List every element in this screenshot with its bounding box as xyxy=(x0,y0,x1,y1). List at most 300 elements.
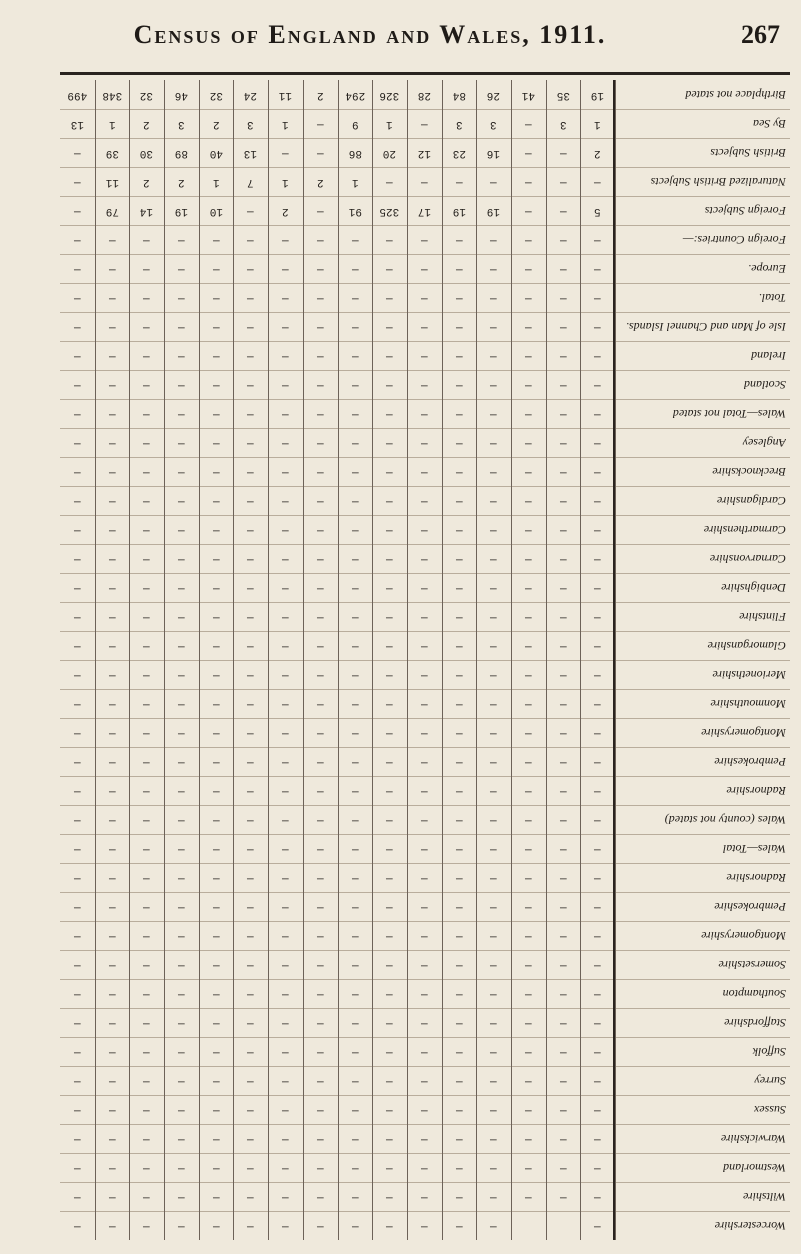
table-cell: — xyxy=(212,785,220,797)
table-cell: — xyxy=(420,495,428,507)
table-cell: 32 xyxy=(209,89,223,101)
table-cell: — xyxy=(74,669,81,681)
table-cell: — xyxy=(490,1191,497,1203)
table-cell: — xyxy=(490,1162,497,1174)
table-cell: — xyxy=(74,930,81,942)
table-cell: — xyxy=(559,205,567,217)
table-cell: — xyxy=(316,292,324,304)
table-cell: 2 xyxy=(212,118,220,130)
table-cell: — xyxy=(455,1162,463,1174)
table-cell: — xyxy=(247,669,255,681)
table-cell: — xyxy=(351,698,359,710)
table-cell: — xyxy=(386,437,393,449)
table-cell: — xyxy=(420,1046,428,1058)
table-cell: — xyxy=(108,350,116,362)
table-cell: — xyxy=(351,727,359,739)
table-cell: — xyxy=(143,872,151,884)
table-cell: — xyxy=(178,292,185,304)
table-cell: — xyxy=(559,437,567,449)
table-cell: — xyxy=(594,640,601,652)
table-cell: — xyxy=(247,466,255,478)
table-cell: — xyxy=(212,1220,220,1232)
table-cell: — xyxy=(74,756,81,768)
table-cell: — xyxy=(386,1133,393,1145)
table-cell: — xyxy=(282,872,289,884)
table-cell: 2 xyxy=(143,176,151,188)
table-cell: 91 xyxy=(348,205,362,217)
table-cell: — xyxy=(143,1075,151,1087)
table-cell: — xyxy=(178,495,185,507)
table-cell: — xyxy=(282,147,289,159)
table-cell: — xyxy=(282,234,289,246)
row-label: Naturalized British Subjects xyxy=(650,175,786,189)
table-cell: — xyxy=(351,988,359,1000)
table-cell: — xyxy=(455,176,463,188)
table-cell: — xyxy=(386,872,393,884)
table-cell: — xyxy=(212,292,220,304)
table-cell: — xyxy=(178,1133,185,1145)
table-cell: — xyxy=(351,669,359,681)
table-cell: — xyxy=(247,785,255,797)
table-cell: — xyxy=(594,437,601,449)
table-cell: — xyxy=(282,582,289,594)
table-cell: — xyxy=(420,1017,428,1029)
table-cell: — xyxy=(143,321,151,333)
row-label: Sussex xyxy=(754,1103,786,1117)
table-cell: — xyxy=(316,872,324,884)
table-cell: — xyxy=(212,1046,220,1058)
table-cell: — xyxy=(108,495,116,507)
table-cell: 24 xyxy=(244,89,258,101)
table-cell: — xyxy=(108,988,116,1000)
table-cell: 2 xyxy=(282,205,289,217)
page-title: Census of England and Wales, 1911. xyxy=(133,20,607,49)
table-cell: — xyxy=(490,437,497,449)
table-cell: — xyxy=(524,756,532,768)
row-label: Scotland xyxy=(744,378,786,392)
table-cell: 1 xyxy=(282,176,289,188)
table-cell: — xyxy=(316,814,324,826)
table-cell: — xyxy=(559,321,567,333)
header-rule xyxy=(60,72,790,75)
table-cell: — xyxy=(386,582,393,594)
table-cell: — xyxy=(74,1133,81,1145)
table-cell: 3 xyxy=(490,118,497,130)
table-cell: — xyxy=(74,1046,81,1058)
census-table xyxy=(60,80,790,1240)
table-cell: — xyxy=(455,930,463,942)
table-cell: — xyxy=(559,263,567,275)
table-cell: — xyxy=(212,872,220,884)
table-cell: — xyxy=(282,959,289,971)
table-cell: — xyxy=(524,872,532,884)
table-cell: — xyxy=(490,1133,497,1145)
table-cell: — xyxy=(178,1046,185,1058)
table-cell: — xyxy=(282,524,289,536)
table-cell: 2 xyxy=(594,147,601,159)
table-cell: — xyxy=(386,379,393,391)
table-cell: — xyxy=(74,176,81,188)
table-cell: — xyxy=(351,814,359,826)
table-cell: — xyxy=(420,843,428,855)
table-cell: — xyxy=(247,727,255,739)
table-cell: — xyxy=(490,234,497,246)
table-cell: 46 xyxy=(174,89,189,101)
table-cell: — xyxy=(316,756,324,768)
table-cell: — xyxy=(178,640,185,652)
table-cell: 3 xyxy=(178,118,185,130)
table-cell: 3 xyxy=(247,118,255,130)
table-cell: — xyxy=(490,669,497,681)
table-cell: — xyxy=(247,1133,255,1145)
data-column xyxy=(164,80,200,1240)
table-cell: — xyxy=(594,901,601,913)
table-cell: — xyxy=(178,263,185,275)
table-cell: — xyxy=(594,582,601,594)
table-cell: — xyxy=(420,669,428,681)
table-cell: — xyxy=(420,640,428,652)
table-cell: — xyxy=(455,437,463,449)
table-cell: — xyxy=(212,1133,220,1145)
table-cell: — xyxy=(178,785,185,797)
table-cell: 10 xyxy=(209,205,223,217)
table-cell: — xyxy=(455,466,463,478)
table-cell: — xyxy=(524,263,532,275)
table-cell: — xyxy=(247,872,255,884)
table-cell: — xyxy=(316,930,324,942)
table-cell: — xyxy=(351,1162,359,1174)
table-cell: — xyxy=(351,263,359,275)
table-cell: — xyxy=(524,1191,532,1203)
table-cell: — xyxy=(455,1046,463,1058)
table-cell: — xyxy=(351,756,359,768)
table-cell: 16 xyxy=(487,147,501,159)
table-cell: — xyxy=(594,727,601,739)
table-cell: 1 xyxy=(282,118,289,130)
table-cell: — xyxy=(178,727,185,739)
table-cell: — xyxy=(455,872,463,884)
table-cell: — xyxy=(524,408,532,420)
table-cell: — xyxy=(420,1191,428,1203)
table-cell: — xyxy=(143,1046,151,1058)
table-cell: — xyxy=(143,234,151,246)
table-cell: — xyxy=(316,466,324,478)
table-cell: — xyxy=(316,495,324,507)
table-cell: — xyxy=(386,640,393,652)
row-label: Glamorganshire xyxy=(707,639,786,653)
table-cell: — xyxy=(108,901,116,913)
table-cell: — xyxy=(247,901,255,913)
table-cell: — xyxy=(386,495,393,507)
table-cell: — xyxy=(559,350,567,362)
table-cell: — xyxy=(386,350,393,362)
table-cell: — xyxy=(594,408,601,420)
table-cell: — xyxy=(212,959,220,971)
table-cell: — xyxy=(559,292,567,304)
table-cell: — xyxy=(594,1133,601,1145)
table-cell: — xyxy=(594,1220,601,1232)
table-cell: — xyxy=(559,553,567,565)
table-cell: — xyxy=(455,611,463,623)
table-cell: — xyxy=(212,524,220,536)
table-cell: — xyxy=(247,582,255,594)
table-cell: — xyxy=(143,669,151,681)
table-cell: — xyxy=(420,263,428,275)
table-cell: — xyxy=(420,524,428,536)
data-column xyxy=(407,80,443,1240)
data-column xyxy=(233,80,269,1240)
table-cell: — xyxy=(351,930,359,942)
table-cell: — xyxy=(386,698,393,710)
table-cell: — xyxy=(420,321,428,333)
table-cell: — xyxy=(351,292,359,304)
table-cell: — xyxy=(386,1162,393,1174)
table-cell: — xyxy=(212,1104,220,1116)
table-cell: — xyxy=(178,437,185,449)
table-cell: — xyxy=(420,466,428,478)
table-cell: — xyxy=(594,756,601,768)
table-cell: — xyxy=(212,263,220,275)
table-cell: — xyxy=(108,843,116,855)
table-cell: — xyxy=(74,1220,81,1232)
table-cell: 40 xyxy=(209,147,223,159)
table-cell: — xyxy=(108,785,116,797)
table-cell: — xyxy=(316,205,324,217)
table-cell: — xyxy=(143,785,151,797)
table-cell: — xyxy=(351,1017,359,1029)
table-cell: — xyxy=(282,466,289,478)
table-cell: — xyxy=(178,1104,185,1116)
table-cell: — xyxy=(316,1162,324,1174)
table-cell: — xyxy=(524,669,532,681)
table-cell: — xyxy=(247,756,255,768)
table-cell: — xyxy=(108,1220,116,1232)
table-cell: — xyxy=(490,292,497,304)
table-cell: — xyxy=(524,147,532,159)
table-cell: — xyxy=(108,756,116,768)
table-cell: — xyxy=(316,321,324,333)
table-cell: — xyxy=(386,901,393,913)
table-cell: — xyxy=(143,698,151,710)
table-cell: — xyxy=(351,379,359,391)
table-cell: — xyxy=(282,1017,289,1029)
row-label: Pembrokeshire xyxy=(714,900,786,914)
table-cell: — xyxy=(282,611,289,623)
table-cell: 26 xyxy=(487,89,501,101)
table-cell: — xyxy=(143,292,151,304)
table-cell: — xyxy=(108,698,116,710)
table-cell: — xyxy=(74,727,81,739)
table-cell: — xyxy=(455,640,463,652)
row-label: Isle of Man and Channel Islands. xyxy=(626,320,786,334)
table-cell: — xyxy=(282,1162,289,1174)
table-cell: — xyxy=(74,350,81,362)
table-cell: — xyxy=(143,495,151,507)
table-cell: — xyxy=(143,727,151,739)
row-label: Wiltshire xyxy=(743,1190,786,1204)
table-cell: — xyxy=(212,988,220,1000)
table-cell: — xyxy=(455,669,463,681)
table-cell: — xyxy=(386,263,393,275)
table-cell: — xyxy=(108,582,116,594)
table-cell: 30 xyxy=(140,147,154,159)
table-cell: — xyxy=(420,408,428,420)
table-cell: — xyxy=(143,1104,151,1116)
table-cell: — xyxy=(108,437,116,449)
table-cell: — xyxy=(351,495,359,507)
table-cell: — xyxy=(108,321,116,333)
table-cell: — xyxy=(559,524,567,536)
table-cell: — xyxy=(282,321,289,333)
table-cell: — xyxy=(143,1133,151,1145)
table-cell: — xyxy=(490,263,497,275)
table-cell: — xyxy=(351,872,359,884)
table-cell: — xyxy=(247,292,255,304)
table-cell: — xyxy=(490,727,497,739)
table-cell: — xyxy=(559,147,567,159)
table-cell: — xyxy=(282,379,289,391)
table-cell: — xyxy=(351,466,359,478)
table-cell: — xyxy=(351,1046,359,1058)
table-cell: — xyxy=(594,263,601,275)
data-column xyxy=(476,80,512,1240)
table-cell: — xyxy=(247,1075,255,1087)
table-cell: — xyxy=(316,698,324,710)
table-cell: — xyxy=(316,437,324,449)
table-cell: 19 xyxy=(452,205,466,217)
table-cell: 294 xyxy=(344,89,365,101)
row-label: Southampton xyxy=(722,987,786,1001)
table-cell: — xyxy=(420,872,428,884)
table-cell: 326 xyxy=(379,89,400,101)
table-cell: — xyxy=(247,437,255,449)
table-cell: — xyxy=(420,901,428,913)
table-cell: — xyxy=(351,234,359,246)
table-cell: 325 xyxy=(379,205,400,217)
table-cell: — xyxy=(490,495,497,507)
data-column xyxy=(199,80,235,1240)
table-cell: — xyxy=(559,901,567,913)
table-cell: — xyxy=(178,814,185,826)
table-cell: — xyxy=(316,640,324,652)
table-cell: — xyxy=(594,814,601,826)
table-cell: — xyxy=(490,872,497,884)
table-cell: — xyxy=(559,785,567,797)
table-cell: — xyxy=(316,727,324,739)
table-cell: — xyxy=(247,1220,255,1232)
table-cell: — xyxy=(420,1133,428,1145)
table-cell: 32 xyxy=(140,89,154,101)
table-cell: — xyxy=(524,495,532,507)
table-cell: — xyxy=(178,466,185,478)
table-cell: — xyxy=(490,611,497,623)
table-cell: — xyxy=(316,408,324,420)
data-column xyxy=(303,80,339,1240)
table-cell: — xyxy=(594,1075,601,1087)
table-cell: — xyxy=(212,814,220,826)
table-cell: — xyxy=(524,1133,532,1145)
table-cell: 79 xyxy=(105,205,119,217)
table-cell: — xyxy=(594,379,601,391)
table-cell: — xyxy=(594,988,601,1000)
row-label: Anglesey xyxy=(742,436,786,450)
table-cell: — xyxy=(559,1191,567,1203)
table-cell: — xyxy=(316,147,324,159)
table-cell: — xyxy=(386,930,393,942)
table-cell: — xyxy=(212,234,220,246)
table-cell: — xyxy=(74,292,81,304)
table-cell: — xyxy=(455,495,463,507)
row-label: Staffordshire xyxy=(724,1016,786,1030)
table-cell: — xyxy=(282,350,289,362)
table-cell: — xyxy=(386,1220,393,1232)
row-label: Total. xyxy=(758,291,786,305)
table-cell: — xyxy=(524,959,532,971)
table-cell: — xyxy=(490,582,497,594)
page-number: 267 xyxy=(741,20,780,49)
table-cell: — xyxy=(524,1162,532,1174)
table-cell: — xyxy=(178,350,185,362)
table-cell: — xyxy=(594,611,601,623)
table-cell: — xyxy=(316,1220,324,1232)
table-cell: — xyxy=(455,379,463,391)
data-column xyxy=(268,80,304,1240)
table-cell: — xyxy=(178,988,185,1000)
table-cell: — xyxy=(386,814,393,826)
table-cell: — xyxy=(386,669,393,681)
table-cell: — xyxy=(420,611,428,623)
table-cell: — xyxy=(455,1104,463,1116)
table-cell: — xyxy=(524,379,532,391)
table-cell: — xyxy=(455,553,463,565)
table-cell: 19 xyxy=(591,89,605,101)
table-cell: — xyxy=(524,118,532,130)
table-cell: — xyxy=(316,1133,324,1145)
table-cell: — xyxy=(247,988,255,1000)
table-cell: — xyxy=(594,698,601,710)
table-cell: — xyxy=(212,1162,220,1174)
table-cell: — xyxy=(247,379,255,391)
table-cell: — xyxy=(386,1017,393,1029)
table-cell: — xyxy=(490,785,497,797)
table-cell: — xyxy=(559,698,567,710)
table-cell: — xyxy=(282,785,289,797)
table-cell: — xyxy=(247,495,255,507)
table-cell: — xyxy=(178,321,185,333)
table-cell: — xyxy=(282,1133,289,1145)
table-cell: — xyxy=(455,234,463,246)
table-cell: — xyxy=(524,930,532,942)
table-cell: — xyxy=(316,901,324,913)
table-cell: — xyxy=(282,263,289,275)
table-cell: — xyxy=(282,1104,289,1116)
table-cell: — xyxy=(316,118,324,130)
row-label: British Subjects xyxy=(710,146,786,160)
table-cell: — xyxy=(247,1104,255,1116)
table-cell: — xyxy=(178,524,185,536)
row-label: Denbighshire xyxy=(721,581,786,595)
table-cell: — xyxy=(282,901,289,913)
table-cell: — xyxy=(594,930,601,942)
table-cell: — xyxy=(282,292,289,304)
table-cell: — xyxy=(74,988,81,1000)
table-cell: — xyxy=(74,611,81,623)
table-cell: — xyxy=(420,727,428,739)
table-cell: — xyxy=(212,727,220,739)
table-cell: — xyxy=(594,872,601,884)
table-cell: 1 xyxy=(351,176,359,188)
table-cell: — xyxy=(420,1220,428,1232)
